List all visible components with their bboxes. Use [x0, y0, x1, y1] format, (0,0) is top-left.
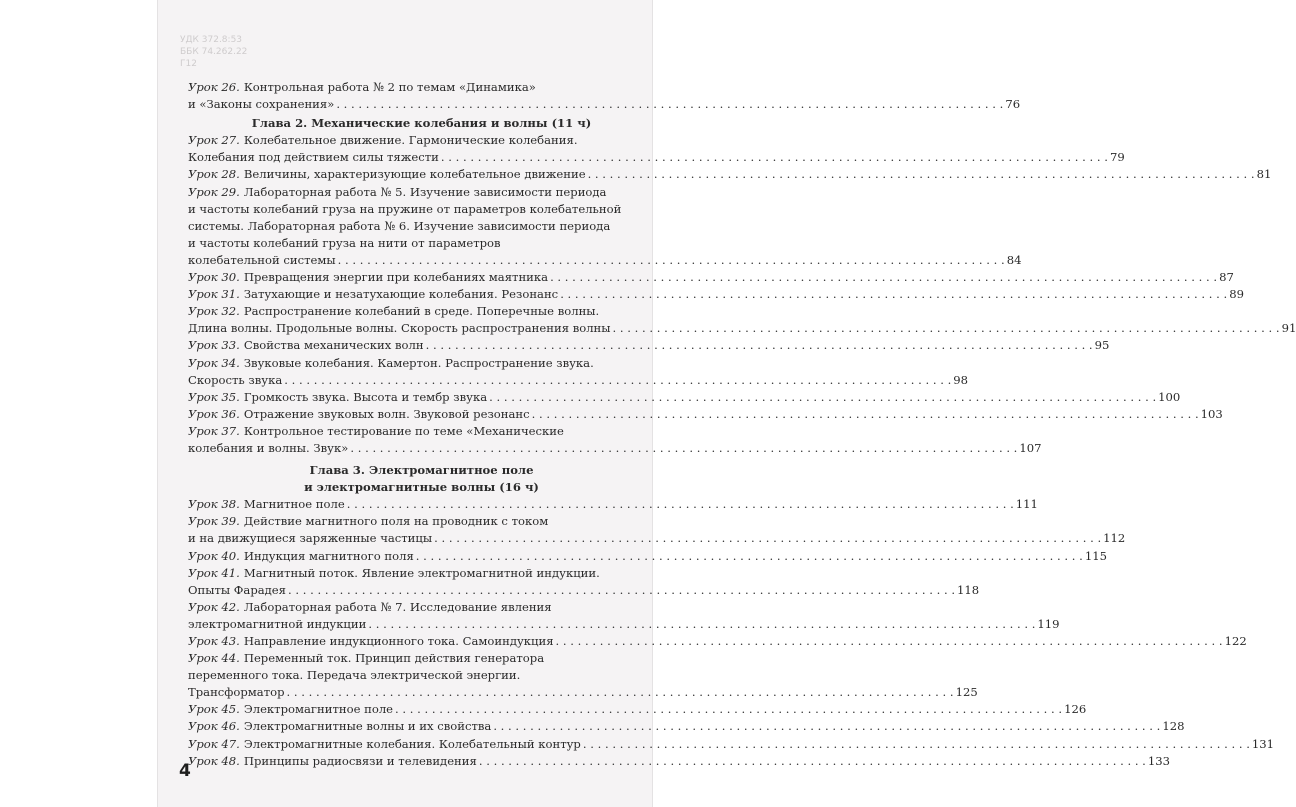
toc-page-number: 122: [1224, 634, 1247, 648]
dot-leader: [530, 406, 1201, 423]
toc-entry-line: [188, 513, 643, 530]
toc-entry-text: [188, 286, 558, 303]
toc-page-number: 131: [1251, 736, 1275, 751]
lesson-title: колебательной системы: [188, 252, 336, 267]
lesson-title: колебания и волны. Звук»: [188, 440, 349, 455]
dot-leader: [611, 320, 1282, 337]
lesson-label: Урок 36.: [188, 406, 240, 421]
toc-entry-text: [188, 701, 393, 718]
toc-page-number: 87: [1219, 270, 1234, 285]
lesson-label: Урок 27.: [188, 133, 240, 148]
lesson-label: Урок 39.: [188, 514, 240, 529]
lesson-title: Затухающие и незатухающие колебания. Резонанс: [243, 287, 559, 302]
toc-entry-line: [188, 406, 1223, 423]
lesson-label: Урок 37.: [188, 423, 240, 438]
dot-leader: [366, 616, 1037, 633]
toc-page-number: 81: [1256, 167, 1272, 182]
toc-entry-text: [188, 356, 594, 370]
toc-entry-line: [188, 166, 1272, 183]
toc-entry-text: [188, 718, 491, 735]
lesson-label: Урок 30.: [188, 270, 240, 285]
toc-page-number: 91: [1281, 321, 1296, 336]
dot-leader: [491, 718, 1162, 735]
show-through-line: ББК 74.262.22: [180, 47, 248, 57]
toc-page-number: 76: [1005, 97, 1021, 112]
toc-entry-text: [188, 530, 432, 547]
toc-entry-line: [188, 252, 1022, 269]
toc-entry-text: [188, 548, 414, 565]
lesson-title: Контрольная работа № 2 по темам «Динамика»: [243, 80, 536, 94]
toc-entry-line: [188, 599, 643, 616]
toc-page-number: 119: [1037, 616, 1060, 631]
lesson-label: Урок 40.: [188, 548, 240, 563]
toc-entry-text: [188, 684, 285, 701]
toc-entry-text: [188, 389, 487, 406]
lesson-label: Урок 42.: [188, 599, 240, 614]
toc-page-number: 111: [1015, 497, 1038, 512]
toc-entry-text: [188, 582, 286, 599]
lesson-title: электромагнитной индукции: [188, 616, 367, 631]
show-through-line: УДК 372.8:53: [180, 35, 243, 45]
toc-page-number: 112: [1103, 531, 1126, 546]
lesson-title: и на движущиеся заряженные частицы: [188, 531, 433, 546]
toc-entry-text: [188, 133, 578, 147]
toc-entry-line: [188, 616, 1060, 633]
toc-entry-line: [188, 718, 1185, 735]
lesson-title: Электромагнитные волны и их свойства: [243, 719, 492, 734]
lesson-title: Магнитный поток. Явление электромагнитной индукции.: [243, 565, 600, 580]
toc-entry-text: [188, 372, 282, 389]
lesson-title: Длина волны. Продольные волны. Скорость распространения волны: [188, 321, 611, 336]
lesson-title: и частоты колебаний груза на нити от параметров: [188, 235, 501, 250]
lesson-title: Индукция магнитного поля: [243, 548, 414, 563]
toc-entry-line: [188, 389, 1181, 406]
toc-entry-text: [188, 440, 348, 457]
dot-leader: [282, 372, 953, 389]
dot-leader: [432, 530, 1103, 547]
dot-leader: [286, 582, 957, 599]
toc-page-number: 125: [955, 685, 978, 700]
toc-entry-text: [188, 166, 586, 183]
dot-leader: [554, 633, 1225, 650]
dot-leader: [348, 440, 1019, 457]
toc-page-number: 115: [1084, 548, 1107, 563]
lesson-title: Магнитное поле: [243, 497, 345, 512]
lesson-label: Урок 43.: [188, 634, 240, 648]
chapter-heading: Глава 2. Механические колебания и волны (11 ч): [251, 116, 592, 131]
lesson-title: Переменный ток. Принцип действия генератора: [243, 651, 545, 666]
toc-entry-line: [188, 372, 969, 389]
lesson-label: Урок 38.: [188, 497, 240, 512]
toc-entry-text: [188, 149, 439, 166]
dot-leader: [586, 166, 1257, 183]
lesson-title: Действие магнитного поля на проводник с током: [243, 514, 549, 529]
toc-entry-line: [188, 320, 1296, 337]
toc-entry-line: [188, 79, 643, 96]
lesson-title: Направление индукционного тока. Самоиндукция: [243, 634, 554, 648]
lesson-title: Колебания под действием силы тяжести: [188, 150, 439, 165]
toc-entry-line: [188, 423, 643, 440]
toc-entry-line: [188, 684, 978, 701]
toc-entry-text: [188, 269, 548, 286]
lesson-title: системы. Лабораторная работа № 6. Изучение зависимости периода: [188, 218, 611, 233]
toc-page-number: 118: [957, 582, 980, 597]
lesson-label: Урок 28.: [188, 167, 240, 182]
toc-entry-line: [188, 149, 1125, 166]
lesson-label: Урок 34.: [188, 355, 240, 370]
lesson-label: Урок 46.: [188, 719, 240, 734]
dot-leader: [334, 96, 1005, 113]
toc-entry-text: [188, 753, 477, 770]
toc-entry-line: [188, 96, 1021, 113]
toc-page-number: 79: [1109, 150, 1125, 165]
toc-entry-line: [188, 530, 1126, 547]
lesson-title: Распространение колебаний в среде. Поперечные волны.: [243, 304, 600, 319]
show-through-line: Г12: [180, 59, 197, 69]
toc-entry-line: [188, 633, 1247, 650]
lesson-title: Звуковые колебания. Камертон. Распространение звука.: [243, 355, 594, 370]
toc-entry-text: [188, 252, 336, 269]
toc-entry-line: [188, 701, 1087, 718]
chapter-heading: и электромагнитные волны (16 ч): [304, 480, 539, 495]
toc-entry-text: [188, 651, 544, 665]
toc-entry-line: [188, 548, 1107, 565]
toc-entry-line: [188, 269, 1234, 286]
chapter-heading: Глава 3. Электромагнитное поле: [309, 463, 534, 478]
toc-page-number: 133: [1147, 753, 1171, 768]
lesson-label: Урок 29.: [188, 184, 240, 199]
toc-entry-text: [188, 96, 334, 113]
dot-leader: [345, 496, 1016, 513]
toc-entry-line: [188, 337, 1110, 354]
dot-leader: [393, 701, 1064, 718]
toc-page-number: 128: [1162, 719, 1185, 734]
toc-entry-line: [188, 286, 1244, 303]
toc-entry-line: [188, 496, 1038, 513]
dot-leader: [336, 252, 1007, 269]
toc-entry-text: [188, 496, 345, 513]
lesson-label: Урок 48.: [188, 753, 240, 768]
show-through-text: [180, 34, 247, 70]
toc-entry-text: [188, 616, 366, 633]
toc-page-number: 103: [1200, 406, 1223, 421]
lesson-title: Трансформатор: [188, 685, 285, 700]
toc-page-number: 126: [1064, 702, 1087, 717]
toc-page-number: 100: [1158, 389, 1181, 404]
toc-page-number: 95: [1094, 338, 1110, 353]
lesson-label: Урок 41.: [188, 565, 240, 580]
lesson-title: Скорость звука: [188, 372, 283, 387]
toc-entry-text: [188, 320, 611, 337]
toc-entry-text: [188, 424, 564, 438]
toc-entry-text: [188, 80, 536, 94]
toc-entry-text: [188, 514, 548, 528]
lesson-label: Урок 47.: [188, 736, 240, 751]
lesson-title: Опыты Фарадея: [188, 582, 286, 597]
dot-leader: [285, 684, 956, 701]
lesson-title: Лабораторная работа № 7. Исследование явления: [243, 599, 552, 614]
dot-leader: [414, 548, 1085, 565]
toc-entry-line: [188, 303, 643, 320]
toc-entry-line: [188, 355, 643, 372]
dot-leader: [548, 269, 1219, 286]
lesson-label: Урок 33.: [188, 338, 240, 353]
toc-page-number: 84: [1006, 252, 1022, 267]
lesson-title: Колебательное движение. Гармонические колебания.: [243, 133, 578, 148]
toc-entry-line: [188, 218, 643, 235]
lesson-title: Электромагнитное поле: [243, 702, 394, 717]
toc-page-number: 107: [1019, 440, 1042, 455]
toc-entry-line: [188, 235, 643, 252]
lesson-title: Электромагнитные колебания. Колебательный контур: [243, 736, 581, 751]
toc-entry-text: [188, 219, 610, 233]
lesson-title: Принципы радиосвязи и телевидения: [243, 753, 477, 768]
toc-entry-line: [188, 132, 643, 149]
lesson-title: и частоты колебаний груза на пружине от параметров колебательной: [188, 201, 622, 216]
toc-entry-text: [188, 633, 554, 650]
toc-page-number: 98: [953, 372, 969, 387]
dot-leader: [439, 149, 1110, 166]
dot-leader: [487, 389, 1158, 406]
toc-entry-text: [188, 566, 600, 580]
toc-entry-line: [188, 201, 643, 218]
toc-entry-text: [188, 406, 530, 423]
lesson-label: Урок 31.: [188, 287, 240, 302]
toc-page-number: 89: [1229, 287, 1244, 302]
toc-entry-line: [188, 184, 643, 201]
dot-leader: [581, 736, 1252, 753]
lesson-label: Урок 26.: [188, 80, 240, 94]
toc-entry-line: [188, 650, 643, 667]
toc-entry-text: [188, 668, 520, 682]
dot-leader: [558, 286, 1229, 303]
lesson-title: Громкость звука. Высота и тембр звука: [243, 389, 488, 404]
toc-entry-line: [188, 736, 1275, 753]
toc-entry-line: [188, 582, 980, 599]
lesson-title: Контрольное тестирование по теме «Механические: [243, 423, 564, 438]
dot-leader: [424, 337, 1095, 354]
toc-entry-line: [188, 753, 1171, 770]
dot-leader: [477, 753, 1148, 770]
toc-entry-text: [188, 600, 552, 614]
toc-entry-text: [188, 185, 606, 199]
toc-entry-text: [188, 736, 581, 753]
lesson-label: Урок 45.: [188, 702, 240, 717]
table-of-contents: [188, 79, 1296, 770]
lesson-label: Урок 35.: [188, 389, 240, 404]
toc-entry-text: [188, 304, 599, 318]
toc-entry-text: [188, 202, 621, 216]
toc-entry-text: [188, 337, 424, 354]
page-number: 4: [179, 761, 191, 781]
lesson-label: Урок 32.: [188, 304, 240, 319]
toc-entry-line: [188, 440, 1042, 457]
toc-entry-text: [188, 236, 501, 250]
lesson-title: Свойства механических волн: [243, 338, 424, 353]
toc-entry-line: [188, 565, 643, 582]
lesson-title: Превращения энергии при колебаниях маятника: [243, 270, 549, 285]
toc-entry-line: [188, 667, 643, 684]
lesson-label: Урок 44.: [188, 651, 240, 666]
lesson-title: переменного тока. Передача электрической энергии.: [188, 668, 521, 683]
lesson-title: Отражение звуковых волн. Звуковой резонанс: [243, 406, 530, 421]
lesson-title: Лабораторная работа № 5. Изучение зависимости периода: [243, 184, 607, 199]
lesson-title: и «Законы сохранения»: [188, 97, 335, 112]
lesson-title: Величины, характеризующие колебательное движение: [243, 167, 586, 182]
